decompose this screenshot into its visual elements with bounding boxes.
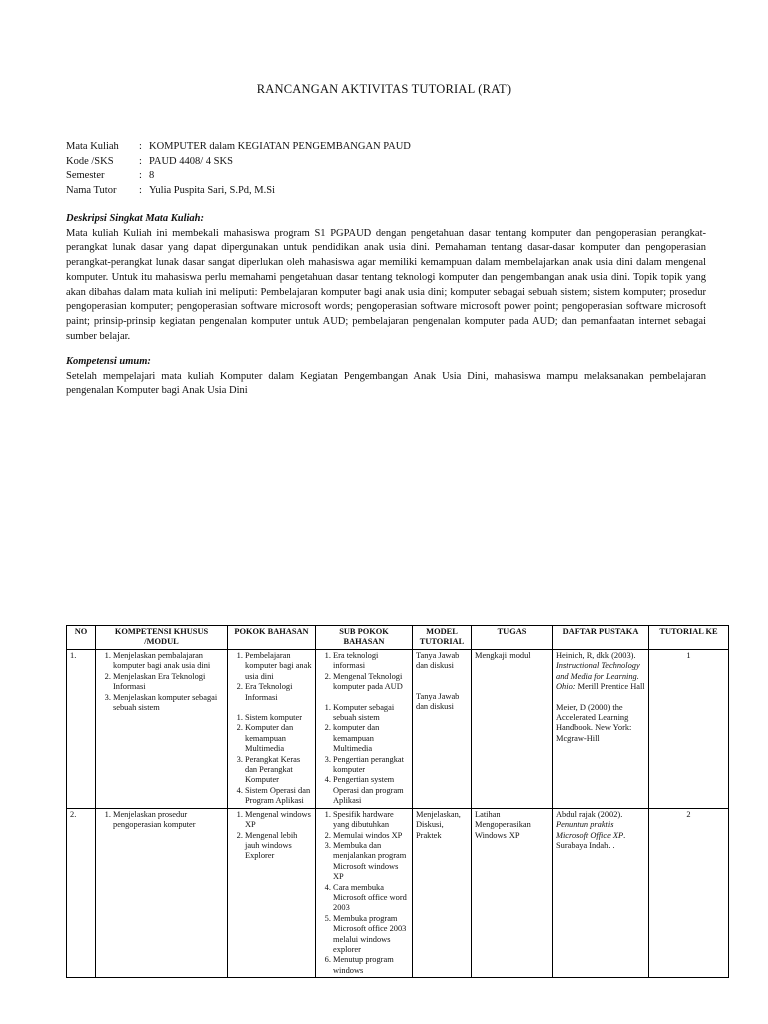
list-item: 4. Cara membuka Microsoft office word 2003	[333, 883, 409, 914]
meta-label: Semester	[66, 170, 105, 181]
reference-entry: Heinich, R, dkk (2003). Instructional Technology and Media for Learning. Ohio: Merill Prentice Hall	[556, 651, 645, 692]
list-item: 3. Membuka dan menjalankan program Microsoft windows XP	[333, 841, 409, 883]
list-item: 1. Menjelaskan prosedur pengoperasian komputer	[113, 810, 224, 831]
cell-pokok-bahasan	[228, 650, 316, 809]
list-item: 2. Mengenal lebih jauh windows Explorer	[245, 831, 312, 862]
table-row	[67, 808, 729, 978]
cell-model-tutorial: Menjelaskan, Diskusi, Praktek	[413, 808, 472, 978]
course-info	[66, 140, 411, 198]
list-item: 1. Komputer sebagai sebuah sistem	[333, 703, 409, 724]
header-tugas: TUGAS	[472, 626, 553, 650]
course-description	[66, 212, 706, 344]
header-tutorial-ke: TUTORIAL KE	[649, 626, 729, 650]
list-item: 3. Menjelaskan komputer sebagai sebuah sistem	[113, 693, 224, 714]
cell-kompetensi	[96, 808, 228, 978]
cell-sub-pokok-bahasan	[316, 808, 413, 978]
tutorial-plan-table	[66, 625, 729, 978]
model-text: Tanya Jawab dan diskusi	[416, 691, 460, 712]
cell-tugas: Latihan Mengoperasikan Windows XP	[472, 808, 553, 978]
header-daftar-pustaka: DAFTAR PUSTAKA	[553, 626, 649, 650]
header-no: NO	[67, 626, 96, 650]
description-text: Mata kuliah Kuliah ini membekali mahasiswa program S1 PGPAUD dengan pengetahuan dasar tentang komputer dan pengoperasian perangkat-perangkat lunak dasar yang dapat dipergunakan untuk pendidikan anak usia dini. Pemahaman tentang dasar-dasar komputer dan pengoperasian perangkat-perangkat lunak dasar sangat diperlukan oleh mahasiswa agar memiliki kemampuan dalam membelajarkan anak usia dini dalam mengenal komputer. Untuk itu mahasiswa perlu memahami pengetahuan dasar tentang teknologi komputer dan pengembangan anak usia dini. Topik topik yang akan dibahas dalam mata kuliah ini meliputi: Pembelajaran komputer bagi anak usia dini; komputer sebagai sebuah sistem; sistem komputer; prosedur pengoperasian komputer; pengoperasian software microsoft words; pengoperasian software microsoft power point; pengoperasian software microsoft paint; prinsip-prinsip kegiatan pengenalan komputer untuk AUD; pembelajaran pengenalan komputer pada AUD; dan pemanfaatan internet sebagai sumber belajar.	[66, 227, 706, 342]
list-item: 1. Menjelaskan pembalajaran komputer bagi anak usia dini	[113, 651, 224, 672]
list-item: 2. Mengenal Teknologi komputer pada AUD	[333, 672, 409, 693]
header-sub-pokok-bahasan: SUB POKOK BAHASAN	[316, 626, 413, 650]
meta-value: Yulia Puspita Sari, S.Pd, M.Si	[149, 184, 276, 196]
header-kompetensi: KOMPETENSI KHUSUS /MODUL	[96, 626, 228, 650]
meta-label: Kode /SKS	[66, 155, 114, 167]
list-item: 2. Era Teknologi Informasi	[245, 682, 312, 703]
list-item: 5. Membuka program Microsoft office 2003 melalui windows explorer	[333, 914, 409, 956]
model-text: Tanya Jawab dan diskusi	[416, 651, 460, 671]
list-item: 3. Perangkat Keras dan Perangkat Komputer	[245, 755, 312, 786]
list-item: 2. Memulai windos XP	[333, 831, 409, 841]
cell-no: 1.	[67, 650, 96, 809]
reference-entry: Abdul rajak (2002). Penuntun praktis Microsoft Office XP. Surabaya Indah. .	[556, 809, 626, 850]
meta-value: 8	[149, 170, 155, 181]
list-item: 4. Pengertian system Operasi dan program Aplikasi	[333, 775, 409, 806]
table-row	[67, 650, 729, 809]
meta-row-semester: Semester : 8	[66, 169, 411, 184]
cell-no: 2.	[67, 808, 96, 978]
header-model-tutorial: MODEL TUTORIAL	[413, 626, 472, 650]
list-item: 1. Sistem komputer	[245, 713, 312, 723]
list-item: 3. Pengertian perangkat komputer	[333, 755, 409, 776]
document-title: RANCANGAN AKTIVITAS TUTORIAL (RAT)	[256, 82, 512, 96]
list-item: 1. Mengenal windows XP	[245, 810, 312, 831]
cell-tugas: Mengkaji modul	[472, 650, 553, 809]
cell-tutorial-ke: 2	[649, 808, 729, 978]
list-item: 1. Era teknologi informasi	[333, 651, 409, 672]
reference-entry: Meier, D (2000) the Accelerated Learning Handbook. New York: Mcgraw-Hill	[556, 702, 632, 743]
cell-kompetensi	[96, 650, 228, 809]
description-heading: Deskripsi Singkat Mata Kuliah:	[66, 213, 204, 224]
list-item: 2. komputer dan kemampuan Multimedia	[333, 723, 409, 754]
competence-text: Setelah mempelajari mata kuliah Komputer dalam Kegiatan Pengembangan Anak Usia Dini, mahasiswa mampu melaksanakan pembelajaran pengenalan Komputer bagi Anak Usia Dini	[66, 370, 706, 397]
list-item: 4. Sistem Operasi dan Program Aplikasi	[245, 786, 312, 807]
list-item: 2. Komputer dan kemampuan Multimedia	[245, 723, 312, 754]
cell-daftar-pustaka	[553, 808, 649, 978]
meta-row-nama-tutor: Nama Tutor : Yulia Puspita Sari, S.Pd, M.Si	[66, 184, 411, 199]
cell-model-tutorial	[413, 650, 472, 809]
cell-pokok-bahasan	[228, 808, 316, 978]
cell-tutorial-ke: 1	[649, 650, 729, 809]
meta-value: KOMPUTER dalam KEGIATAN PENGEMBANGAN PAUD	[149, 141, 411, 152]
meta-row-kode-sks: Kode /SKS : PAUD 4408/ 4 SKS	[66, 155, 411, 170]
list-item: 1. Spesifik hardware yang dibutuhkan	[333, 810, 409, 831]
competence-heading: Kompetensi umum:	[66, 356, 151, 367]
meta-label: Nama Tutor	[66, 184, 117, 196]
meta-row-mata-kuliah: Mata Kuliah : KOMPUTER dalam KEGIATAN PENGEMBANGAN PAUD	[66, 140, 411, 155]
meta-value: PAUD 4408/ 4 SKS	[149, 155, 233, 167]
general-competence	[66, 355, 706, 399]
meta-label: Mata Kuliah	[66, 141, 119, 152]
table-header-row	[67, 626, 729, 650]
list-item: 2. Menjelaskan Era Teknologi Informasi	[113, 672, 224, 693]
cell-sub-pokok-bahasan	[316, 650, 413, 809]
list-item: 1. Pembelajaran komputer bagi anak usia dini	[245, 651, 312, 682]
list-item: 6. Menutup program windows	[333, 955, 409, 976]
header-pokok-bahasan: POKOK BAHASAN	[228, 626, 316, 650]
cell-daftar-pustaka	[553, 650, 649, 809]
